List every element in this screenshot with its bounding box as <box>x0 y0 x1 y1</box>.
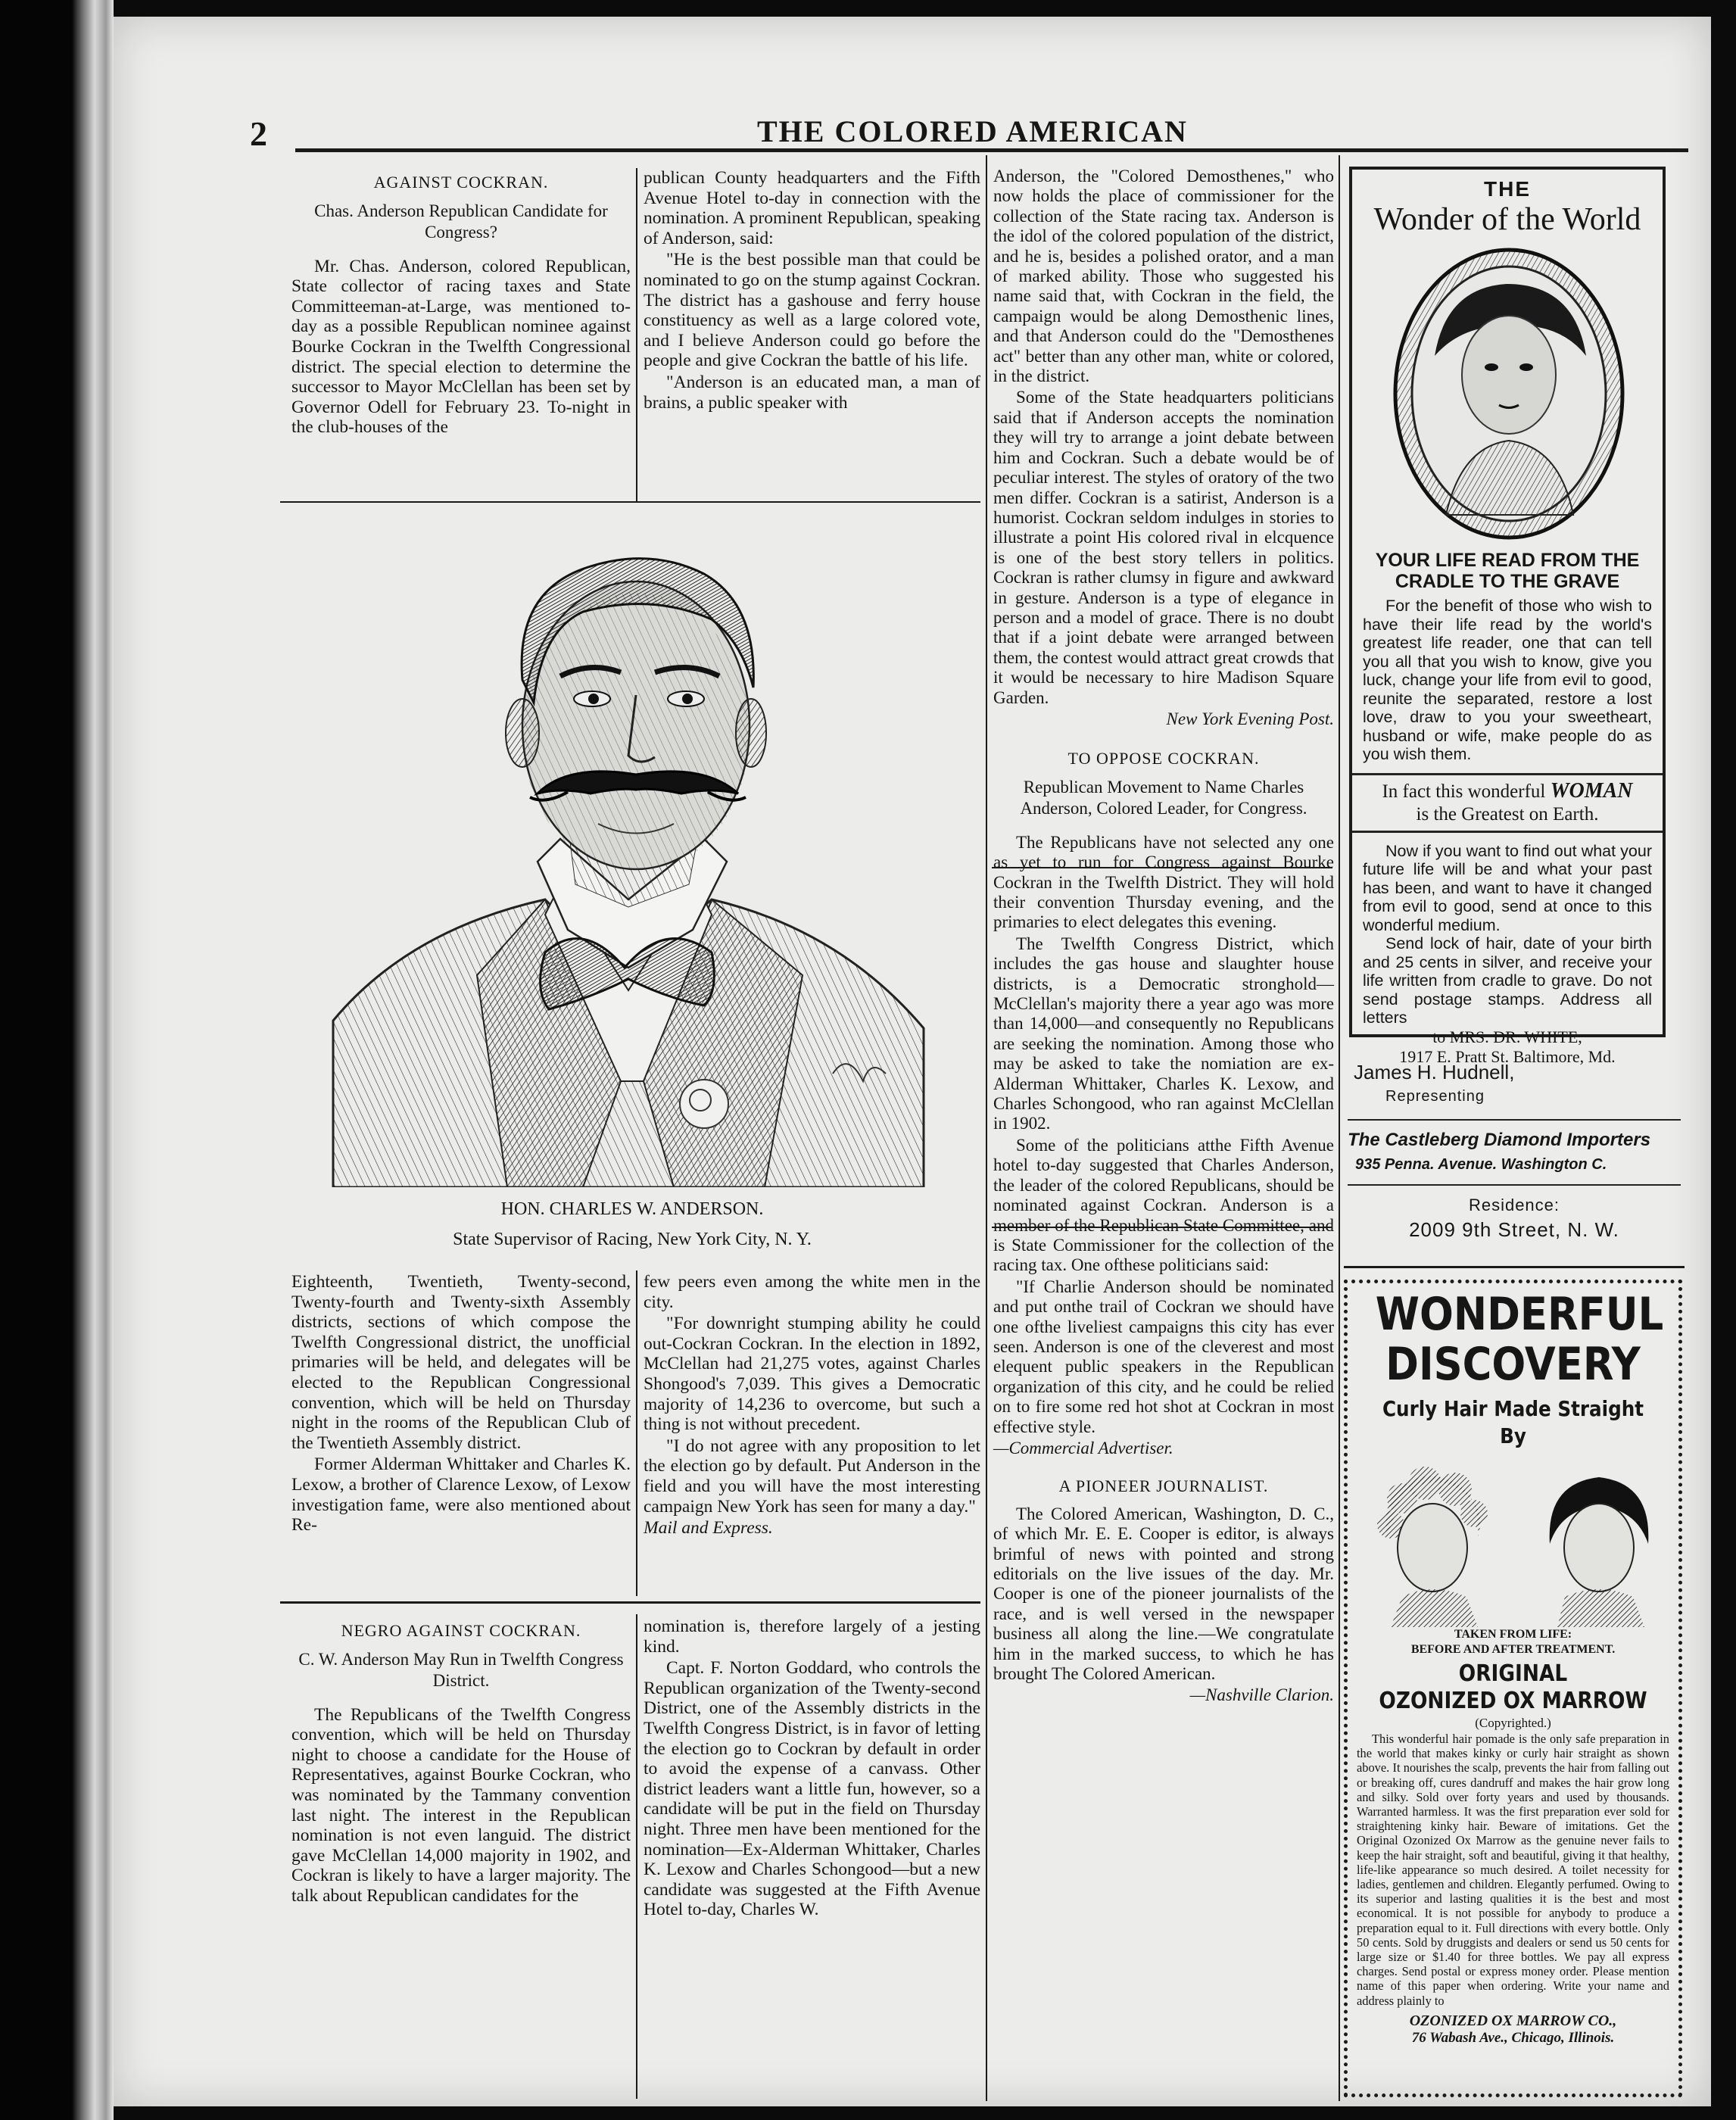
article1-text: Mr. Chas. Anderson, colored Republican, State collector of racing taxes and State Committeeman-at-Large, was mentioned to-day as a possible Republican nominee against Bourke Cockran in the Twelfth Congressional district. The special election to determine the successor to Mayor McClellan has been set by Governor Odell for February 23. To-night in the club-houses of the <box>291 256 631 438</box>
ad-wonder-the: THE <box>1484 177 1531 201</box>
col3-subhead: Republican Movement to Name Charles Anderson, Colored Leader, for Congress. <box>1020 777 1307 818</box>
article2-col2 <box>644 1616 980 1922</box>
ad-hudnell-residence-label: Residence: <box>1468 1196 1560 1214</box>
article1-text: few peers even among the white men in the city. <box>644 1272 980 1312</box>
book-binding-edge <box>0 0 114 2120</box>
col3-text: The Twelfth Congress District, which includes the gas house and slaughter house districts, is a Democratic stronghold—McClellan's majority there a year ago was more than 14,000—and consequently no Republicans are seeking the nomination. Among those who may be asked to take the nomiation are ex-Alderman Whittaker, Charles K. Lexow, and Charles Schongood, who ran against McClellan in 1902. <box>993 934 1334 1133</box>
article1-text: "He is the best possible man that could be nominated to go on the stump against Cockran. The district has a gashouse and ferry house constituency as well as a large colored vote, and I believe Anderson could go before the people and give Cockran the battle of his life. <box>644 250 980 371</box>
section-rule <box>280 1601 980 1604</box>
ad-wonder-body2: Now if you want to find out what your future life will be and what your past has been, and want to have it changed from evil to good, send at once to this wonderful medium. <box>1363 841 1652 934</box>
ad-ox-title2: DISCOVERY <box>1385 1338 1641 1391</box>
portrait-engraving <box>318 506 939 1187</box>
article1-source: Mail and Express. <box>644 1518 773 1539</box>
column-rule <box>1339 155 1340 2101</box>
ad-wonder-body1: For the benefit of those who wish to have their life read by the world's greatest life reader, one that can tell you all that you wish to know, give you luck, change your life from evil to good, reunite the separated, restore a lost love, draw to you your sweetheart, husband or wife, make people do as you wish them. <box>1363 597 1652 763</box>
column3 <box>993 167 1334 1707</box>
ad-hudnell-rule <box>1348 1184 1681 1186</box>
portrait-caption: HON. CHARLES W. ANDERSON. <box>500 1199 764 1219</box>
ad-wonder-fact <box>1352 773 1663 833</box>
ad-hudnell-name: James H. Hudnell, <box>1354 1061 1515 1083</box>
article1-headline: AGAINST COCKRAN. <box>373 173 549 192</box>
ad-wonder-tagline2: CRADLE TO THE GRAVE <box>1395 571 1620 592</box>
ad-wonder-title: Wonder of the World <box>1373 202 1641 237</box>
col3-text: Anderson, the "Colored Demosthenes," who now holds the place of commissioner for the collection of the State racing tax. Anderson is the idol of the colored population of the district, and he is, besides a polished orator, and a man of marked ability. Those who suggested his name said that, with Cockran in the field, the campaign would be along Demosthenic lines, and that Anderson could do the "Demosthenes act" better than any other man, white or colored, in the district. <box>993 167 1334 386</box>
ad-wonder-address1: to MRS. DR. WHITE, <box>1432 1027 1582 1046</box>
article1-text: publican County headquarters and the Fifth Avenue Hotel to-day in connection with the nomination. A prominent Republican, speaking of Anderson, said: <box>644 168 980 248</box>
masthead-title: THE COLORED AMERICAN <box>757 114 1188 148</box>
article1-continued-col1 <box>291 1272 631 1537</box>
ad-separator <box>1344 1266 1685 1268</box>
article1-text: Former Alderman Whittaker and Charles K. Lexow, a brother of Clarence Lexow, of Lexow investigation fame, were also mentioned about Re- <box>291 1454 631 1535</box>
ad-ox-before-after: BEFORE AND AFTER TREATMENT. <box>1410 1643 1616 1656</box>
article1-col1 <box>291 168 631 439</box>
ad-hudnell-representing: Representing <box>1385 1088 1485 1105</box>
ad-ox-taken: TAKEN FROM LIFE: <box>1454 1628 1572 1641</box>
article2-text: The Republicans of the Twelfth Congress convention, which will be held on Thursday night to choose a candidate for the House of Representatives, against Bourke Cockran, who was nominated by the Tammany convention last night. The interest in the Republican nomination is not even languid. The district gave McClellan 14,000 majority in 1902, and Cockran is likely to have a larger majority. The talk about Republican candidates for the <box>291 1704 631 1906</box>
col3-text: The Republicans have not selected any one as yet to run for Congress against Bourke Cockran in the Twelfth District. They will hold their convention Thursday evening, and the primaries to elect delegates this evening. <box>993 832 1334 932</box>
section-rule <box>280 501 980 503</box>
ad-wonder-tagline1: YOUR LIFE READ FROM THE <box>1375 550 1640 571</box>
ad-hudnell-company: The Castleberg Diamond Importers <box>1348 1130 1651 1150</box>
ad-wonder-address2: 1917 E. Pratt St. Baltimore, Md. <box>1399 1046 1616 1066</box>
ad-hudnell-rule <box>1348 1119 1681 1121</box>
ad-hudnell-residence: 2009 9th Street, N. W. <box>1409 1218 1619 1241</box>
col3-headline-to-oppose: TO OPPOSE COCKRAN. <box>1067 749 1260 768</box>
col3-source: —Nashville Clarion. <box>1189 1685 1334 1705</box>
ad-ox-address: 76 Wabash Ave., Chicago, Illinois. <box>1411 2029 1615 2046</box>
article1-subhead: Chas. Anderson Republican Candidate for Congress? <box>314 201 608 242</box>
article2-text: nomination is, therefore largely of a jesting kind. <box>644 1616 980 1657</box>
ad-wonder-woman: WOMAN <box>1550 778 1633 803</box>
before-head <box>1377 1467 1488 1627</box>
article2-subhead: C. W. Anderson May Run in Twelfth Congress District. <box>298 1649 624 1690</box>
column-rule <box>636 1614 637 2099</box>
col3-headline-pioneer: A PIONEER JOURNALIST. <box>1058 1476 1269 1496</box>
ad-wonder-portrait <box>1363 242 1655 545</box>
column-rule <box>636 1270 637 1596</box>
col3-text: "If Charlie Anderson should be nominated and put onthe trail of Cockran we should have one ofthe liveliest campaigns this city has ever seen. Anderson is one of the cleverest and most elequent public speakers in the Republican organization of this city, and he could be relied on to fire some red hot shot at Cockran in most effective style. <box>993 1277 1334 1436</box>
ad-ox-before-after-illustration <box>1357 1453 1675 1627</box>
article1-text: "I do not agree with any proposition to let the election go by default. Put Anderson in the field and you will have the most interesting campaign New York has seen for many a day." <box>644 1436 980 1517</box>
ad-wonder-fact-pre: In fact this wonderful <box>1382 781 1546 802</box>
ad-wonder-of-the-world <box>1349 167 1666 1066</box>
ad-ox-title1: WONDERFUL <box>1375 1288 1664 1341</box>
ad-ox-company: OZONIZED OX MARROW CO., <box>1409 2012 1617 2029</box>
article1-continued-col2 <box>644 1272 980 1540</box>
ad-wonder-body3: Send lock of hair, date of your birth and 25 cents in silver, and receive your life written from cradle to grave. Do not send postage stamps. Address all letters <box>1363 934 1652 1027</box>
ad-ox-original: ORIGINAL <box>1458 1660 1568 1687</box>
ad-ox-product: OZONIZED OX MARROW <box>1379 1688 1647 1714</box>
portrait-caption-block <box>288 1194 977 1255</box>
page-number: 2 <box>250 114 267 153</box>
article2-headline: NEGRO AGAINST COCKRAN. <box>341 1621 581 1640</box>
ad-wonder-fact-post: is the Greatest on Earth. <box>1416 803 1599 825</box>
article1-text: Eighteenth, Twentieth, Twenty-second, Twenty-fourth and Twenty-sixth Assembly districts, sections of which compose the Twelfth Congressional district, the unofficial primaries will be held, and delegates will be elected to the Republican Congressional convention, which will be held on Thursday night in the rooms of the Republican Club of the Twentieth Assembly district. <box>291 1272 631 1453</box>
after-head <box>1550 1477 1649 1627</box>
column-rule <box>636 168 637 501</box>
ad-ox-subtitle: Curly Hair Made Straight By <box>1382 1396 1644 1448</box>
ad-hudnell <box>1348 1060 1681 1242</box>
ad-ox-copyrighted: (Copyrighted.) <box>1475 1716 1551 1730</box>
ad-ox-marrow <box>1344 1280 1682 2097</box>
article2-col1 <box>291 1616 631 1908</box>
article1-col2 <box>644 168 980 414</box>
article1-text: "Anderson is an educated man, a man of brains, a public speaker with <box>644 372 980 413</box>
article1-text: "For downright stumping ability he could out-Cockran Cockran. In the election in 1892, McClellan had 21,275 votes, against Charles Shongood's 7,039. This gives a Democratic majority of 14,236 to overcome, but such a thing is not without precedent. <box>644 1314 980 1435</box>
col3-text: Some of the State headquarters politicians said that if Anderson accepts the nomination they will try to arrange a joint debate between him and Cockran. Such a debate would be of peculiar interest. The styles of oratory of the two men differ. Cockran is a satirist, Anderson is a humorist. Cockran seldom indulges in stories to illustrate a point His colored rival in elcquence is one of the best story tellers in politics. Cockran is rather clumsy in figure and awkward in gesture. Anderson is a type of elegance in person and a model of grace. There is no doubt that if a joint debate were arranged between them, the contest would attract great crowds that it would be necessary to hire Madison Square Garden. <box>993 388 1334 707</box>
col3-text: Some of the politicians atthe Fifth Avenue hotel to-day suggested that Charles Anderson, the leader of the colored Republicans, should be nominated against Cockran. Anderson is a member of the Republican State Committee, and is State Commissioner for the collection of the racing tax. One ofthese politicians said: <box>993 1135 1334 1275</box>
ad-ox-body: This wonderful hair pomade is the only safe preparation in the world that makes kinky or curly hair straight as shown above. It nourishes the scalp, prevents the hair from falling out or breaking off, cures dandruff and makes the hair grow long and silky. Sold over forty years and used by thousands. Warranted harmless. It was the first preparation ever sold for straightening kinky hair. Beware of imitations. Get the Original Ozonized Ox Marrow as the genuine never fails to keep the hair straight, soft and beautiful, giving it that healthy, life-like appearance so much desired. A toilet necessity for ladies, gentlemen and children. Elegantly perfumed. Owing to its superior and lasting qualities it is the best and most economical. It is not possible for anybody to produce a preparation equal to it. Full directions with every bottle. Only 50 cents. Sold by druggists and dealers or send us 50 cents for large size or $1.40 for three bottles. We pay all express charges. Send postal or express money order. Please mention name of this paper when ordering. Write your name and address plainly to <box>1357 1732 1669 2008</box>
article2-text: Capt. F. Norton Goddard, who controls the Republican organization of the Twenty-second District, one of the Assembly districts in the Twelfth Congress District, is in favor of letting the election go to Cockran by default in order to avoid the expense of a canvass. Other district leaders want a little fun, however, so a candidate will be put in the field on Thursday night. Three men have been mentioned for the nomination—Ex-Alderman Whittaker, Charles K. Lexow and Charles Schongood—but a new candidate was suggested at the Fifth Avenue Hotel to-day, Charles W. <box>644 1658 980 1920</box>
col3-source: New York Evening Post. <box>1166 709 1334 728</box>
column-rule <box>986 155 987 2101</box>
ad-hudnell-address: 935 Penna. Avenue. Washington C. <box>1355 1156 1607 1173</box>
col3-text: The Colored American, Washington, D. C., of which Mr. E. E. Cooper is editor, is always brimful of news with pointed and strong editorials on the live issues of the day. Mr. Cooper is one of the pioneer journalists of the race, and is well versed in the newspaper business all along the line.—We congratulate him in the marked success, to which he has brought The Colored American. <box>993 1504 1334 1684</box>
col3-source: —Commercial Advertiser. <box>993 1438 1173 1458</box>
portrait-subcaption: State Supervisor of Racing, New York City, N. Y. <box>453 1230 812 1249</box>
masthead-rule <box>295 148 1688 152</box>
